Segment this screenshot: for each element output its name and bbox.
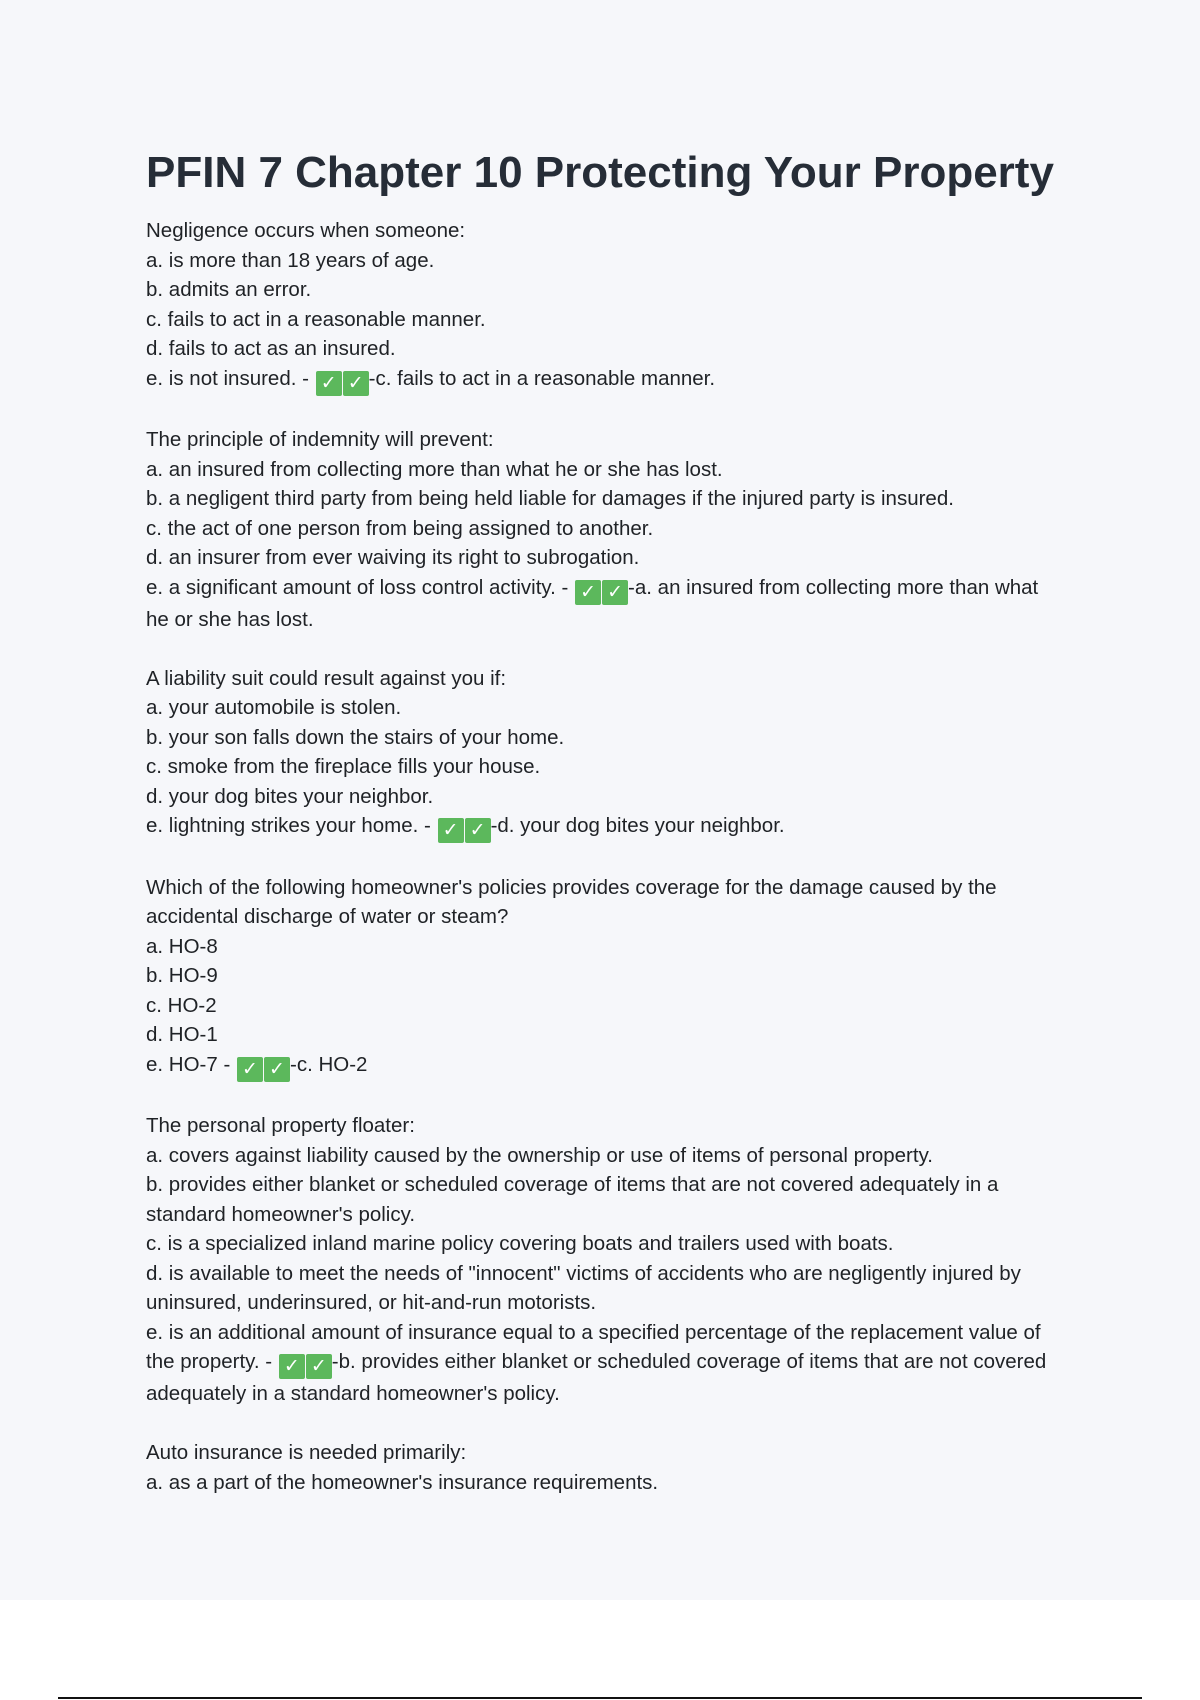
check-mark-icon: ✓ xyxy=(343,371,369,396)
check-mark-icon: ✓ xyxy=(316,371,342,396)
answer-text: -b. provides either blanket or scheduled coverage of items that are not covered adequately in a standard homeowner's policy. xyxy=(146,1350,1047,1405)
check-mark-icon: ✓ xyxy=(279,1354,305,1379)
option-c: c. is a specialized inland marine policy covering boats and trailers used with boats. xyxy=(146,1232,894,1255)
check-mark-icon: ✓ xyxy=(575,580,601,605)
option-e: e. HO-7 - xyxy=(146,1052,231,1076)
option-e: e. is an additional amount of insurance equal to a specified percentage of the replacement value of the property. - xyxy=(146,1320,1041,1373)
option-c: c. the act of one person from being assigned to another. xyxy=(146,516,654,540)
option-c: c. smoke from the fireplace fills your house. xyxy=(146,755,541,778)
footer-divider xyxy=(58,1697,1142,1699)
question-1 xyxy=(146,216,1066,396)
answer-text: -c. fails to act in a reasonable manner. xyxy=(368,366,716,390)
option-a: a. your automobile is stolen. xyxy=(146,696,402,719)
question-3 xyxy=(146,664,1066,844)
question-2 xyxy=(146,425,1066,634)
option-b: b. your son falls down the stairs of your home. xyxy=(146,725,565,749)
option-a: a. as a part of the homeowner's insurance requirements. xyxy=(146,1470,659,1494)
option-c: c. HO-2 xyxy=(146,993,217,1017)
check-mark-icon: ✓ xyxy=(438,818,464,843)
option-b: b. admits an error. xyxy=(146,278,312,301)
option-e-with-answer xyxy=(146,1050,1066,1082)
answer-text: -d. your dog bites your neighbor. xyxy=(490,814,785,837)
option-e-with-answer xyxy=(146,573,1066,635)
option-d: d. is available to meet the needs of "innocent" victims of accidents who are negligently injured by uninsured, underinsured, or hit-and-run motorists. xyxy=(146,1261,1021,1314)
option-b: b. provides either blanket or scheduled coverage of items that are not covered adequately in a standard homeowner's policy. xyxy=(146,1173,999,1226)
option-e: e. is not insured. - xyxy=(146,366,309,390)
option-e: e. lightning strikes your home. - xyxy=(146,814,431,837)
option-c: c. fails to act in a reasonable manner. xyxy=(146,307,486,331)
question-4 xyxy=(146,873,1066,1082)
option-d: d. fails to act as an insured. xyxy=(146,337,396,360)
option-d: d. HO-1 xyxy=(146,1023,218,1046)
question-6 xyxy=(146,1438,1066,1497)
option-b: b. HO-9 xyxy=(146,964,218,987)
option-e: e. a significant amount of loss control activity. - xyxy=(146,575,569,599)
question-prompt: The personal property floater: xyxy=(146,1114,415,1137)
option-a: a. is more than 18 years of age. xyxy=(146,248,435,272)
question-5 xyxy=(146,1111,1066,1409)
check-mark-icon: ✓ xyxy=(602,580,628,605)
question-prompt: Which of the following homeowner's policies provides coverage for the damage caused by the accidental discharge of water or steam? xyxy=(146,875,997,928)
option-d: d. your dog bites your neighbor. xyxy=(146,784,434,808)
check-mark-icon: ✓ xyxy=(465,818,491,843)
check-mark-icon: ✓ xyxy=(237,1057,263,1082)
question-prompt: Negligence occurs when someone: xyxy=(146,219,466,242)
option-a: a. covers against liability caused by the ownership or use of items of personal property. xyxy=(146,1143,933,1167)
option-d: d. an insurer from ever waiving its right to subrogation. xyxy=(146,546,640,569)
option-e-with-answer xyxy=(146,811,1066,843)
option-e-with-answer xyxy=(146,364,1066,396)
page-title: PFIN 7 Chapter 10 Protecting Your Property xyxy=(146,148,1054,197)
question-prompt: The principle of indemnity will prevent: xyxy=(146,428,494,451)
option-e-with-answer xyxy=(146,1318,1066,1409)
check-mark-icon: ✓ xyxy=(264,1057,290,1082)
option-a: a. HO-8 xyxy=(146,934,218,958)
question-prompt: Auto insurance is needed primarily: xyxy=(146,1441,467,1464)
document-content xyxy=(146,140,1066,1527)
answer-text: -c. HO-2 xyxy=(290,1052,368,1076)
question-prompt: A liability suit could result against you if: xyxy=(146,666,507,690)
option-b: b. a negligent third party from being held liable for damages if the injured party is insured. xyxy=(146,487,954,510)
check-mark-icon: ✓ xyxy=(306,1354,332,1379)
option-a: a. an insured from collecting more than what he or she has lost. xyxy=(146,457,723,481)
answer-text: -a. an insured from collecting more than what he or she has lost. xyxy=(146,575,1039,631)
